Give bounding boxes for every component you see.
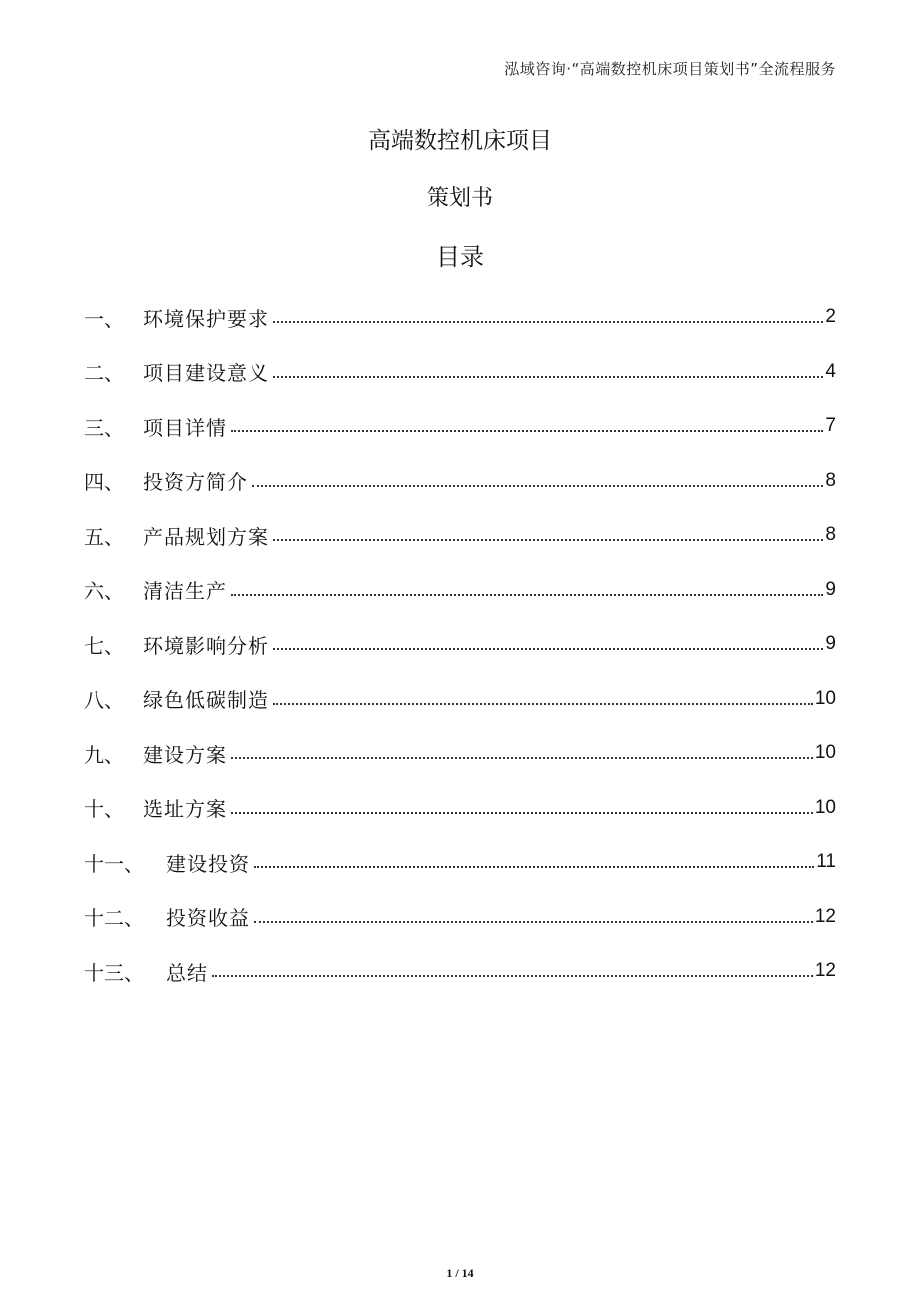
toc-entry-page: 10 (814, 796, 836, 818)
toc-entry-number: 十、 (84, 797, 124, 822)
toc-entry[interactable] (84, 726, 836, 781)
toc-entry-page: 9 (825, 633, 836, 655)
toc-entry-title: 总结 (166, 960, 208, 985)
toc-entry-number: 五、 (84, 524, 124, 549)
running-header: 泓域咨询·“高端数控机床项目策划书”全流程服务 (504, 60, 836, 78)
toc-entry[interactable] (84, 290, 836, 345)
toc-entry-number: 九、 (84, 742, 124, 767)
toc-entry-title: 选址方案 (143, 797, 227, 822)
toc-entry-number: 三、 (84, 415, 124, 440)
toc-entry-page: 4 (825, 360, 836, 382)
toc-dot-leader (231, 594, 823, 596)
toc-dot-leader (231, 757, 813, 759)
toc-entry-page: 8 (825, 524, 836, 546)
toc-entry[interactable] (84, 617, 836, 672)
toc-entry[interactable] (84, 890, 836, 945)
toc-dot-leader (273, 648, 823, 650)
toc-entry-number: 七、 (84, 633, 124, 658)
toc-entry-number: 八、 (84, 688, 124, 713)
toc-entry-number: 十一、 (84, 851, 144, 876)
toc-entry-page: 11 (816, 851, 836, 873)
toc-dot-leader (254, 866, 814, 868)
toc-dot-leader (254, 921, 813, 923)
toc-entry-title: 绿色低碳制造 (143, 688, 269, 713)
toc-entry[interactable] (84, 672, 836, 727)
toc-dot-leader (231, 430, 823, 432)
toc-entry-title: 产品规划方案 (143, 524, 269, 549)
toc-entry-page: 9 (825, 578, 836, 600)
toc-entry-title: 项目详情 (143, 415, 227, 440)
toc-entry-title: 投资方简介 (143, 470, 248, 495)
toc-entry-title: 建设方案 (143, 742, 227, 767)
toc-entry-title: 清洁生产 (143, 579, 227, 604)
toc-dot-leader (273, 321, 823, 323)
toc-entry[interactable] (84, 345, 836, 400)
toc-entry-number: 十二、 (84, 906, 144, 931)
toc-entry[interactable] (84, 944, 836, 999)
toc-entry-number: 一、 (84, 306, 124, 331)
table-of-contents (84, 290, 836, 999)
toc-dot-leader (212, 975, 813, 977)
toc-entry-number: 四、 (84, 470, 124, 495)
toc-entry-title: 项目建设意义 (143, 361, 269, 386)
toc-entry-page: 10 (814, 687, 836, 709)
toc-entry[interactable] (84, 835, 836, 890)
toc-entry[interactable] (84, 399, 836, 454)
toc-entry-page: 12 (814, 960, 836, 982)
toc-entry[interactable] (84, 781, 836, 836)
toc-dot-leader (231, 812, 813, 814)
toc-entry[interactable] (84, 454, 836, 509)
toc-heading: 目录 (436, 243, 484, 271)
toc-dot-leader (273, 376, 823, 378)
toc-dot-leader (273, 539, 823, 541)
toc-entry-number: 六、 (84, 579, 124, 604)
toc-entry-title: 建设投资 (166, 851, 250, 876)
toc-entry-number: 二、 (84, 361, 124, 386)
toc-entry-page: 2 (825, 306, 836, 328)
document-subtitle: 策划书 (426, 186, 493, 211)
toc-dot-leader (273, 703, 813, 705)
toc-entry[interactable] (84, 563, 836, 618)
toc-entry-title: 环境影响分析 (143, 633, 269, 658)
page-indicator: 1 / 14 (446, 1266, 474, 1280)
toc-entry-title: 环境保护要求 (143, 306, 269, 331)
toc-dot-leader (252, 485, 823, 487)
toc-entry-title: 投资收益 (166, 906, 250, 931)
toc-entry-number: 十三、 (84, 960, 144, 985)
toc-entry[interactable] (84, 508, 836, 563)
toc-entry-page: 10 (814, 742, 836, 764)
toc-entry-page: 12 (814, 905, 836, 927)
toc-entry-page: 7 (825, 415, 836, 437)
toc-entry-page: 8 (825, 469, 836, 491)
document-title: 高端数控机床项目 (368, 128, 552, 154)
